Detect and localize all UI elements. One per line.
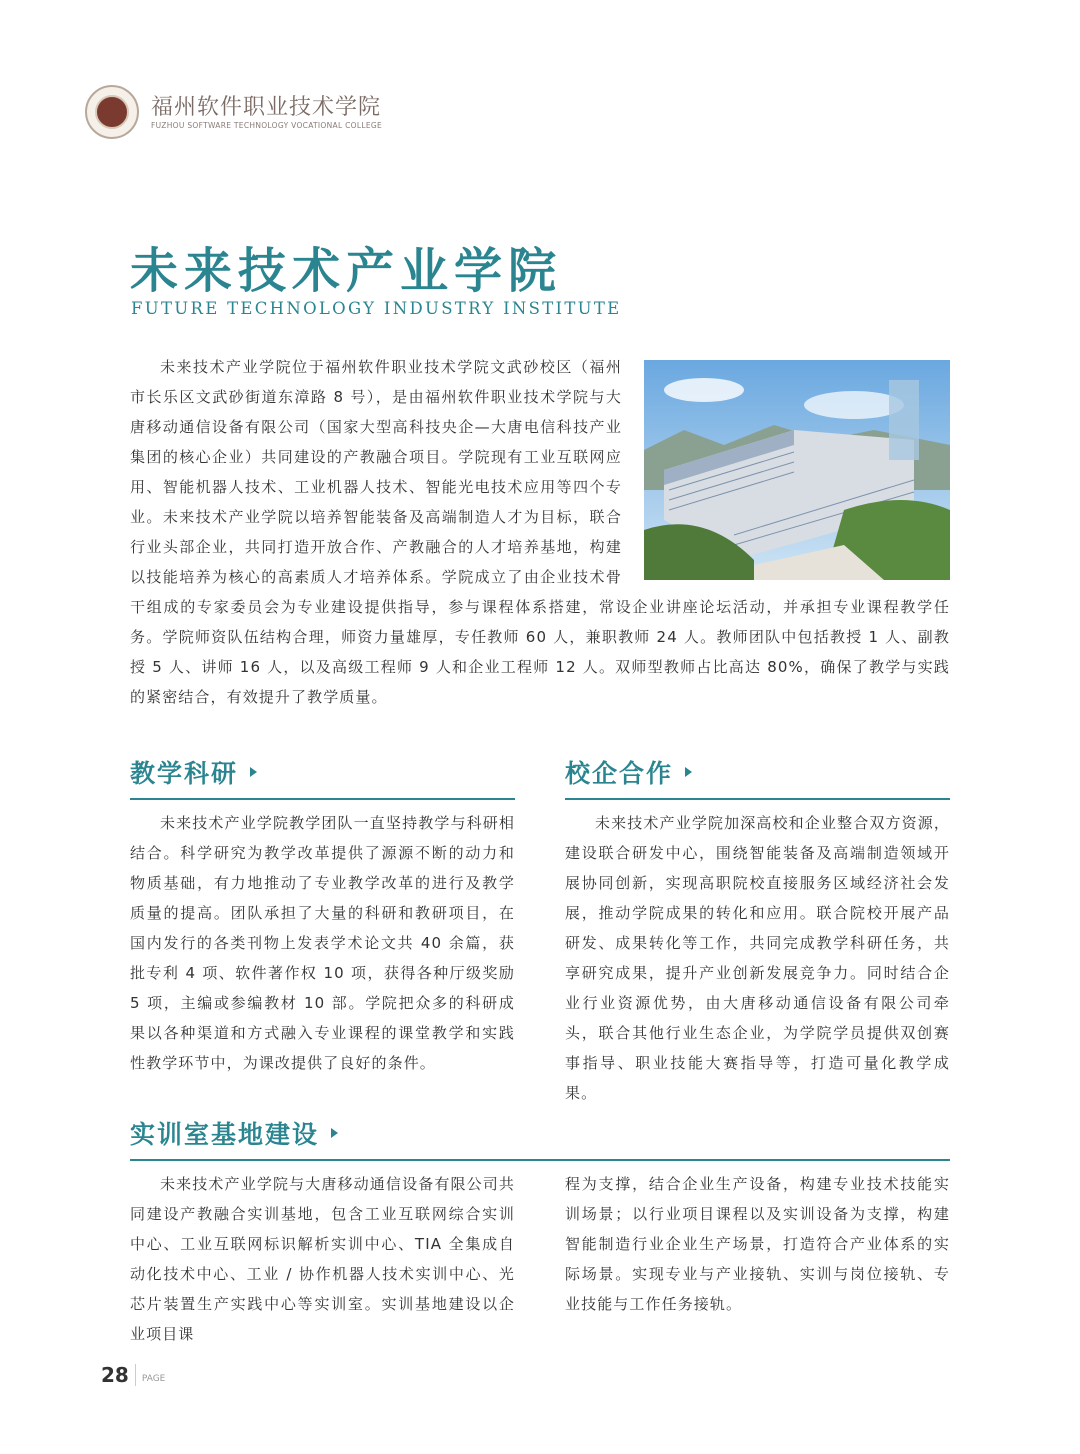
intro-section [130, 352, 950, 712]
arrow-right-icon [331, 1128, 338, 1138]
school-name-en: FUZHOU SOFTWARE TECHNOLOGY VOCATIONAL COLLEGE [151, 120, 383, 130]
page-title: 未来技术产业学院 [130, 243, 563, 299]
school-name-cn: 福州软件职业技术学院 [151, 94, 382, 120]
arrow-right-icon [250, 767, 257, 777]
section-training-base [130, 1113, 950, 1349]
section-teaching-research [130, 752, 515, 1108]
divider [135, 1364, 136, 1386]
intro-paragraph: 未来技术产业学院位于福州软件职业技术学院文武砂校区（福州市长乐区文武砂街道东漳路 8 号），是由福州软件职业技术学院与大唐移动通信设备有限公司（国家大型高科技央企—大唐电信科技产业集团的核心企业）共同建设的产教融合项目。学院现有工业互联网应用、智能机器人技术、工业机器人技术、智能光电技术应用等四个专业。未来技术产业学院以培养智能装备及高端制造人才为目标，联合行业头部企业，共同打造开放合作、产教融合的人才培养基地，构建以技能培养为核心的高素质人才培养体系。学院成立了由企业技术骨干组成的专家委员会为专业建设提供指导，参与课程体系搭建，常设企业讲座论坛活动，并承担专业课程教学任务。学院师资队伍结构合理，师资力量雄厚，专任教师 60 人，兼职教师 24 人。教师团队中包括教授 1 人、副教授 5 人、讲师 16 人，以及高级工程师 9 人和企业工程师 12 人。双师型教师占比高达 80%，确保了教学与实践的紧密结合，有效提升了教学质量。 [130, 358, 950, 706]
section-body-right: 程为支撑，结合企业生产设备，构建专业技术技能实训场景；以行业项目课程以及实训设备为支撑，构建智能制造行业企业生产场景，打造符合产业体系的实际场景。实现专业与产业接轨、实训与岗位接轨、专业技能与工作任务接轨。 [565, 1175, 950, 1313]
section-body: 未来技术产业学院加深高校和企业整合双方资源，建设联合研发中心，围绕智能装备及高端制造领域开展协同创新，实现高职院校直接服务区域经济社会发展，推动学院成果的转化和应用。联合院校开展产品研发、成果转化等工作，共同完成教学科研任务，共享研究成果，提升产业创新发展竞争力。同时结合企业行业资源优势，由大唐移动通信设备有限公司牵头，联合其他行业生态企业，为学院学员提供双创赛事指导、职业技能大赛指导等，打造可量化教学成果。 [565, 814, 950, 1102]
page-subtitle: FUTURE TECHNOLOGY INDUSTRY INSTITUTE [131, 299, 622, 318]
arrow-right-icon [685, 767, 692, 777]
page-number: 28 [101, 1363, 129, 1387]
section-school-enterprise [565, 752, 950, 1108]
section-title: 实训室基地建设 [130, 1120, 320, 1149]
school-header [85, 85, 382, 139]
page-label: PAGE [141, 1374, 166, 1384]
research-and-coop-sections [130, 752, 950, 1108]
section-title: 校企合作 [565, 759, 674, 788]
campus-building-image [644, 360, 950, 580]
school-seal-logo [85, 85, 139, 139]
section-body-left: 未来技术产业学院与大唐移动通信设备有限公司共同建设产教融合实训基地，包含工业互联网综合实训中心、工业互联网标识解析实训中心、TIA 全集成自动化技术中心、工业 / 协作机器人技术实训中心、光芯片装置生产实践中心等实训室。实训基地建设以企业项目课 [130, 1175, 515, 1343]
section-title: 教学科研 [130, 759, 239, 788]
page-footer [101, 1363, 165, 1387]
section-body: 未来技术产业学院教学团队一直坚持教学与科研相结合。科学研究为教学改革提供了源源不断的动力和物质基础，有力地推动了专业教学改革的进行及教学质量的提高。团队承担了大量的科研和教研项目，在国内发行的各类刊物上发表学术论文共 40 余篇，获批专利 4 项、软件著作权 10 项，获得各种厅级奖励 5 项，主编或参编教材 10 部。学院把众多的科研成果以各种渠道和方式融入专业课程的课堂教学和实践性教学环节中，为课改提供了良好的条件。 [130, 814, 515, 1072]
